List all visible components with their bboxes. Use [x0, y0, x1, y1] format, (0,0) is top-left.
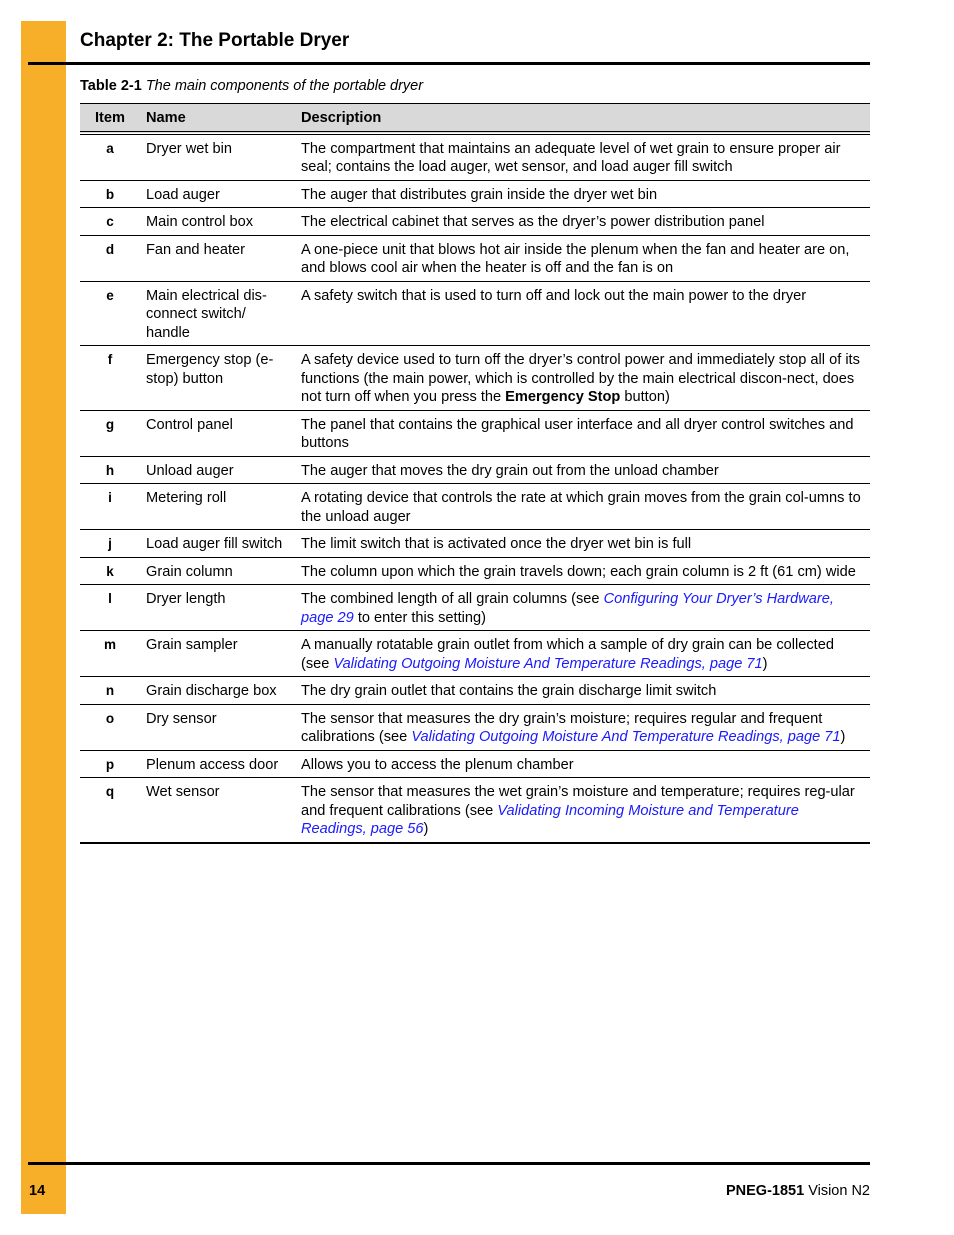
row-item-letter: d	[80, 235, 140, 281]
row-component-name: Load auger	[140, 180, 295, 208]
row-item-letter: i	[80, 484, 140, 530]
description-text: A one-piece unit that blows hot air inside the plenum when the fan and heater are on, and blows cool air when the heater is off and the fan is on	[301, 241, 850, 276]
row-description	[295, 180, 870, 208]
header-rule	[28, 62, 870, 65]
row-description	[295, 750, 870, 778]
row-component-name: Emergency stop (e-stop) button	[140, 346, 295, 411]
row-component-name: Wet sensor	[140, 778, 295, 843]
table-row	[80, 677, 870, 705]
description-text: A safety device used to turn off the dryer’s control power and immediately stop all of its functions (the main power, which is controlled by the main electrical discon-nect, does not turn off when you press the	[301, 352, 860, 405]
row-component-name: Grain discharge box	[140, 677, 295, 705]
table-row	[80, 180, 870, 208]
table-header-row	[80, 104, 870, 133]
row-description	[295, 235, 870, 281]
cross-reference-link[interactable]: Configuring Your Dryer’s Hardware, page 29	[301, 591, 834, 626]
row-item-letter: b	[80, 180, 140, 208]
description-text: button)	[620, 389, 670, 405]
row-item-letter: j	[80, 530, 140, 558]
description-text: The auger that moves the dry grain out from the unload chamber	[301, 462, 719, 479]
row-component-name: Grain sampler	[140, 631, 295, 677]
row-description	[295, 557, 870, 585]
row-component-name: Load auger fill switch	[140, 530, 295, 558]
table-caption-text: The main components of the portable dryer	[145, 78, 424, 94]
row-item-letter: h	[80, 456, 140, 484]
column-header-item: Item	[80, 104, 140, 133]
row-description	[295, 410, 870, 456]
description-text: A safety switch that is used to turn off and lock out the main power to the dryer	[301, 287, 807, 304]
table-caption	[80, 78, 423, 94]
description-text: The sensor that measures the dry grain’s moisture; requires regular and frequent calibrations (see	[301, 710, 823, 745]
row-item-letter: g	[80, 410, 140, 456]
row-item-letter: l	[80, 585, 140, 631]
table-row	[80, 750, 870, 778]
row-description	[295, 208, 870, 236]
table-row	[80, 235, 870, 281]
row-item-letter: n	[80, 677, 140, 705]
chapter-title: Chapter 2: The Portable Dryer	[80, 30, 350, 51]
column-header-description: Description	[295, 104, 870, 133]
table-row	[80, 133, 870, 181]
row-item-letter: f	[80, 346, 140, 411]
bold-term: Emergency Stop	[505, 389, 621, 405]
row-description	[295, 133, 870, 181]
row-description	[295, 530, 870, 558]
row-description	[295, 631, 870, 677]
table-row	[80, 778, 870, 843]
description-text: The column upon which the grain travels down; each grain column is 2 ft (61 cm) wide	[301, 563, 856, 580]
row-description	[295, 778, 870, 843]
row-description	[295, 484, 870, 530]
table-row	[80, 704, 870, 750]
row-item-letter: a	[80, 133, 140, 181]
table-row	[80, 585, 870, 631]
table-caption-label: Table 2-1	[80, 78, 142, 94]
document-version: Vision N2	[808, 1183, 870, 1199]
cross-reference-link[interactable]: Validating Incoming Moisture and Temperature Readings, page 56	[301, 802, 799, 837]
row-component-name: Main electrical dis-connect switch/ handle	[140, 281, 295, 346]
row-component-name: Control panel	[140, 410, 295, 456]
row-item-letter: q	[80, 778, 140, 843]
row-component-name: Unload auger	[140, 456, 295, 484]
document-id	[726, 1183, 870, 1199]
table-row	[80, 530, 870, 558]
chapter-color-bar	[21, 21, 66, 1214]
description-text: The electrical cabinet that serves as the dryer’s power distribution panel	[301, 214, 765, 230]
row-item-letter: m	[80, 631, 140, 677]
row-item-letter: o	[80, 704, 140, 750]
row-item-letter: c	[80, 208, 140, 236]
description-text: A manually rotatable grain outlet from which a sample of dry grain can be collected (see	[301, 637, 834, 672]
description-text: Allows you to access the plenum chamber	[301, 756, 574, 773]
description-text: The combined length of all grain columns (see	[301, 591, 604, 607]
description-text: A rotating device that controls the rate at which grain moves from the grain col-umns to the unload auger	[301, 490, 861, 525]
table-row	[80, 456, 870, 484]
row-component-name: Metering roll	[140, 484, 295, 530]
row-description	[295, 704, 870, 750]
table-row	[80, 281, 870, 346]
row-description	[295, 456, 870, 484]
table-row	[80, 484, 870, 530]
description-text: )	[840, 729, 846, 745]
table-row	[80, 557, 870, 585]
description-text: )	[762, 655, 768, 672]
cross-reference-link[interactable]: Validating Outgoing Moisture And Temperature Readings, page 71	[411, 729, 841, 745]
description-text: )	[423, 821, 429, 837]
document-code: PNEG-1851	[725, 1183, 805, 1199]
row-description	[295, 346, 870, 411]
row-description	[295, 281, 870, 346]
column-header-name: Name	[140, 104, 295, 133]
table-body	[80, 133, 870, 843]
row-component-name: Dry sensor	[140, 704, 295, 750]
description-text: The compartment that maintains an adequate level of wet grain to ensure proper air seal; contains the load auger, wet sensor, and load auger fill switch	[301, 140, 841, 175]
row-item-letter: p	[80, 750, 140, 778]
table-row	[80, 631, 870, 677]
page-number: 14	[29, 1183, 46, 1199]
description-text: The limit switch that is activated once the dryer wet bin is full	[301, 536, 692, 552]
footer-rule	[28, 1162, 870, 1165]
row-component-name: Main control box	[140, 208, 295, 236]
row-component-name: Dryer wet bin	[140, 133, 295, 181]
row-component-name: Grain column	[140, 557, 295, 585]
description-text: The dry grain outlet that contains the grain discharge limit switch	[301, 683, 717, 699]
row-component-name: Fan and heater	[140, 235, 295, 281]
row-item-letter: k	[80, 557, 140, 585]
table-row	[80, 346, 870, 411]
cross-reference-link[interactable]: Validating Outgoing Moisture And Temperature Readings, page 71	[333, 655, 763, 672]
row-item-letter: e	[80, 281, 140, 346]
table-row	[80, 410, 870, 456]
row-component-name: Dryer length	[140, 585, 295, 631]
description-text: The auger that distributes grain inside the dryer wet bin	[301, 186, 658, 203]
row-description	[295, 585, 870, 631]
table-row	[80, 208, 870, 236]
description-text: The sensor that measures the wet grain’s moisture and temperature; requires reg-ular and frequent calibrations (see	[301, 784, 855, 819]
description-text: to enter this setting)	[353, 609, 486, 626]
description-text: The panel that contains the graphical user interface and all dryer control switches and buttons	[301, 416, 854, 451]
row-description	[295, 677, 870, 705]
components-table	[80, 103, 870, 844]
row-component-name: Plenum access door	[140, 750, 295, 778]
